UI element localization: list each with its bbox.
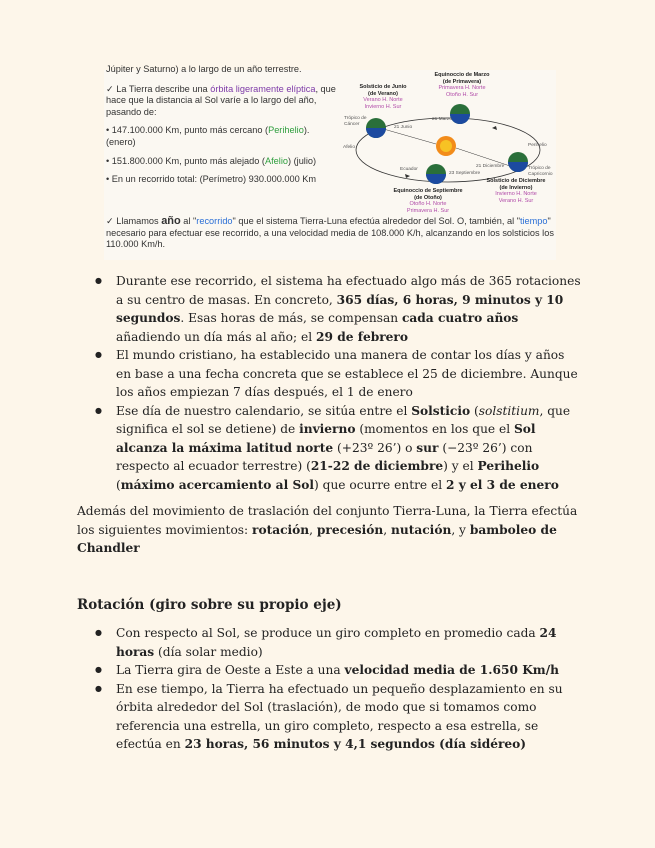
movements-paragraph: Además del movimiento de traslación del conjunto Tierra-Luna, la Tierra efectúa los siguientes movimientos: rotación, precesión, nutación, y bamboleo de Chandler bbox=[77, 504, 578, 555]
list-item: ● Durante ese recorrido, el sistema ha efectuado algo más de 365 rotaciones a su centro de masas. En concreto, 365 días, 6 horas, 9 minutos y 10 segundos. Esas horas de más, se compensan cada cuatro años añadiendo un día más al año; el 29 de febrero bbox=[116, 272, 581, 346]
figure-perihelio: • 147.100.000 Km, punto más cercano (Perihelio). (enero) bbox=[106, 125, 310, 147]
label-equinoccio-sept: Equinoccio de Septiembre (de Otoño) Otoño H. Norte Primavera H. Sur bbox=[393, 188, 463, 214]
label-equinoccio-marzo: Equinoccio de Marzo (de Primavera) Primavera H. Norte Otoño H. Sur bbox=[434, 72, 490, 98]
list-item: ● El mundo cristiano, ha establecido una manera de contar los días y años en base a una fecha concreta que se establece el 25 de diciembre. Aunque los años empiezan 7 días después, el 1 de enero bbox=[116, 346, 581, 402]
figure-bottom-text: ✓ Llamamos año al "recorrido" que el sistema Tierra-Luna efectúa alrededor del Sol. O, también, al "tiempo" necesario para efectuar ese recorrido, a una velocidad media de 108.000 K/h, alcanzando en los solsticios los 110.000 Km/h. bbox=[106, 215, 554, 250]
earth-sept-icon bbox=[426, 164, 446, 184]
label-perihelio: Perihelio bbox=[528, 143, 547, 148]
label-tropico-capricornio: Trópico de Capricornio bbox=[528, 166, 553, 177]
label-solsticio-dic: Solsticio de Diciembre (de Invierno) Invierno H. Norte Verano H. Sur bbox=[486, 178, 546, 204]
orbit-arrow-icon bbox=[492, 126, 497, 130]
list-item: ● Ese día de nuestro calendario, se sitúa entre el Solsticio (solstitium, que significa el sol se detiene) de invierno (momentos en los que el Sol alcanza la máxima latitud norte (+23º 26’) o sur (−23º 26’) con respecto al ecuador terrestre) (21-22 de diciembre) y el Perihelio (máximo acercamiento al Sol) que ocurre entre el 2 y el 3 de enero bbox=[116, 402, 581, 495]
list-item: ● Con respecto al Sol, se produce un giro completo en promedio cada 24 horas (día solar medio) bbox=[116, 624, 581, 661]
bullet-list-rotacion bbox=[77, 624, 581, 754]
sun-core-icon bbox=[440, 140, 452, 152]
section-heading-rotacion: Rotación (giro sobre su propio eje) bbox=[77, 596, 342, 613]
label-21-junio: 21 Junio bbox=[394, 125, 413, 130]
orbit-figure bbox=[104, 64, 556, 260]
document-body bbox=[77, 272, 581, 754]
list-item: ● En ese tiempo, la Tierra ha efectuado un pequeño desplazamiento en su órbita alrededor del Sol (traslación), de modo que si tomamos como referencia una estrella, un giro completo, respecto a esa estrella, se efectúa en 23 horas, 56 minutos y 4,1 segundos (día sidéreo) bbox=[116, 680, 581, 754]
figure-afelio: • 151.800.000 Km, punto más alejado (Afelio) (julio) bbox=[106, 155, 317, 166]
label-21-diciembre: 21 Diciembre bbox=[476, 164, 505, 169]
earth-dec-icon bbox=[508, 152, 528, 172]
figure-intro: ✓ La Tierra describe una órbita ligeramente elíptica, que hace que la distancia al Sol varíe a lo largo del año, pasando de: bbox=[106, 83, 336, 117]
bullet-list-traslacion bbox=[77, 272, 581, 494]
label-21-marzo: 21 Marzo bbox=[432, 117, 452, 122]
label-23-septiembre: 23 Septiembre bbox=[449, 171, 481, 176]
figure-cut-line: Júpiter y Saturno) a lo largo de un año terrestre. bbox=[106, 64, 302, 74]
list-item: ● La Tierra gira de Oeste a Este a una velocidad media de 1.650 Km/h bbox=[116, 661, 581, 680]
label-solsticio-junio: Solsticio de Junio (de Verano) Verano H. Norte Invierno H. Sur bbox=[359, 84, 407, 110]
label-afelio: Afelio bbox=[343, 145, 355, 150]
figure-text bbox=[106, 64, 338, 193]
figure-recorrido-total: • En un recorrido total: (Perímetro) 930.000.000 Km bbox=[106, 174, 317, 185]
earth-march-icon bbox=[450, 104, 470, 124]
label-ecuador: Ecuador bbox=[400, 167, 418, 172]
orbit-arrow-icon bbox=[405, 174, 410, 178]
label-tropico-cancer: Trópico de Cáncer bbox=[344, 116, 367, 127]
